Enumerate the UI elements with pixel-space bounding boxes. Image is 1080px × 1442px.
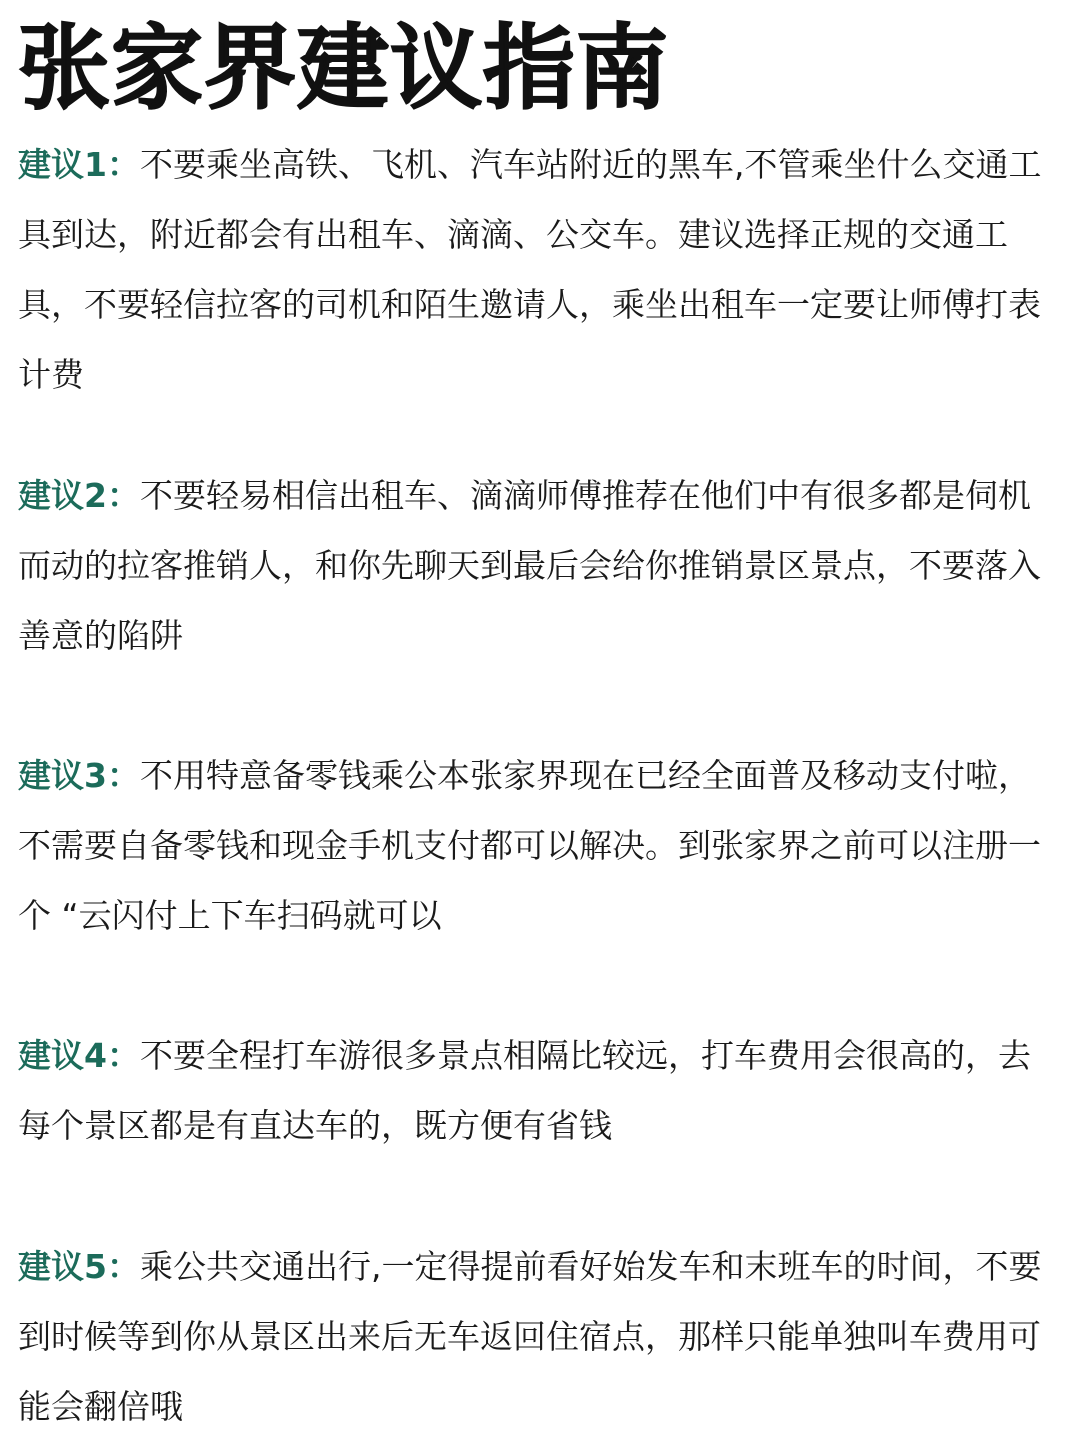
tip-3-label: 建议3： <box>18 756 140 795</box>
tip-3 <box>18 741 1062 951</box>
tip-5 <box>18 1232 1062 1442</box>
tip-2 <box>18 461 1062 671</box>
tip-1-label: 建议1： <box>18 145 140 184</box>
tip-1-text: 不要乘坐高铁、飞机、汽车站附近的黑车,不管乘坐什么交通工具到达，附近都会有出租车、滴滴、公交车。建议选择正规的交通工具，不要轻信拉客的司机和陌生邀请人，乘坐出租车一定要让师傅打表计费 <box>18 145 1042 394</box>
tip-4-text: 不要全程打车游很多景点相隔比较远，打车费用会很高的，去每个景区都是有直达车的，既方便有省钱 <box>18 1036 1031 1145</box>
tip-5-text: 乘公共交通出行,一定得提前看好始发车和末班车的时间，不要到时候等到你从景区出来后无车返回住宿点，那样只能单独叫车费用可能会翻倍哦 <box>18 1247 1042 1426</box>
tip-4-label: 建议4： <box>18 1036 140 1075</box>
tip-1 <box>18 130 1062 410</box>
tip-2-text: 不要轻易相信出租车、滴滴师傅推荐在他们中有很多都是伺机而动的拉客推销人，和你先聊天到最后会给你推销景区景点，不要落入善意的陷阱 <box>18 476 1041 655</box>
tip-4 <box>18 1021 1062 1161</box>
page-title: 张家界建议指南 <box>18 15 670 122</box>
tip-2-label: 建议2： <box>18 476 140 515</box>
tip-5-label: 建议5： <box>18 1247 140 1286</box>
tip-3-text: 不用特意备零钱乘公本张家界现在已经全面普及移动支付啦，不需要自备零钱和现金手机支付都可以解决。到张家界之前可以注册一个 “云闪付上下车扫码就可以 <box>18 756 1041 935</box>
